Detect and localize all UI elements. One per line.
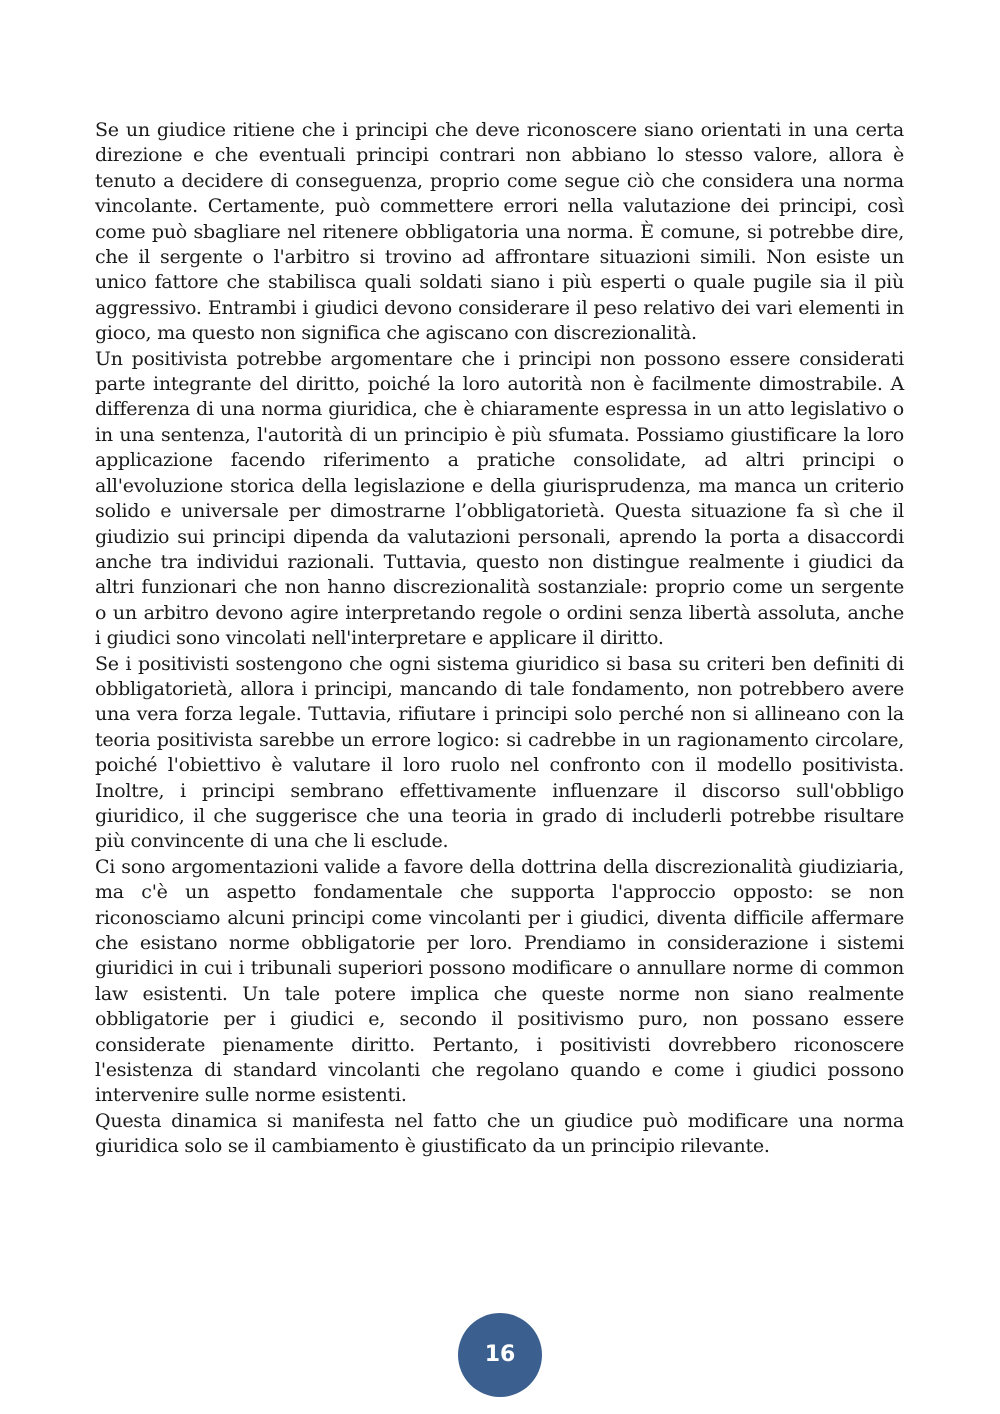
paragraph: Se i positivisti sostengono che ogni sistema giuridico si basa su criteri ben definiti di obbligatorietà, allora i principi, mancando di tale fondamento, non potrebbero avere una vera forza legale. Tuttavia, rifiutare i principi solo perché non si allineano con la teoria positivista sarebbe un errore logico: si cadrebbe in un ragionamento circolare, poiché l'obiettivo è valutare il loro ruolo nel confronto con il modello positivista. Inoltre, i principi sembrano effettivamente influenzare il discorso sull'obbligo giuridico, il che suggerisce che una teoria in grado di includerli potrebbe risultare più convincente di una che li esclude.: [95, 652, 904, 853]
paragraph: Se un giudice ritiene che i principi che deve riconoscere siano orientati in una certa direzione e che eventuali principi contrari non abbiano lo stesso valore, allora è tenuto a decidere di conseguenza, proprio come segue ciò che considera una norma vincolante. Certamente, può commettere errori nella valutazione dei principi, così come può sbagliare nel ritenere obbligatoria una norma. È comune, si potrebbe dire, che il sergente o l'arbitro si trovino ad affrontare situazioni simili. Non esiste un unico fattore che stabilisca quali soldati siano i più esperti o quale pugile sia il più aggressivo. Entrambi i giudici devono considerare il peso relativo dei vari elementi in gioco, ma questo non significa che agiscano con discrezionalità.: [95, 119, 904, 345]
paragraph: Questa dinamica si manifesta nel fatto che un giudice può modificare una norma giuridica solo se il cambiamento è giustificato da un principio rilevante.: [95, 1109, 904, 1158]
paragraph: Un positivista potrebbe argomentare che i principi non possono essere considerati parte integrante del diritto, poiché la loro autorità non è facilmente dimostrabile. A differenza di una norma giuridica, che è chiaramente espressa in un atto legislativo o in una sentenza, l'autorità di un principio è più sfumata. Possiamo giustificare la loro applicazione facendo riferimento a pratiche consolidate, ad altri principi o all'evoluzione storica della legislazione e della giurisprudenza, ma manca un criterio solido e universale per dimostrarne l’obbligatorietà. Questa situazione fa sì che il giudizio sui principi dipenda da valutazioni personali, aprendo la porta a disaccordi anche tra individui razionali. Tuttavia, questo non distingue realmente i giudici da altri funzionari che non hanno discrezionalità sostanziale: proprio come un sergente o un arbitro devono agire interpretando regole o ordini senza libertà assoluta, anche i giudici sono vincolati nell'interpretare e applicare il diritto.: [95, 347, 904, 650]
page-number-badge: 16: [458, 1313, 542, 1397]
body-text: [95, 118, 904, 1160]
paragraph: Ci sono argomentazioni valide a favore della dottrina della discrezionalità giudiziaria, ma c'è un aspetto fondamentale che supporta l'approccio opposto: se non riconosciamo alcuni principi come vincolanti per i giudici, diventa difficile affermare che esistano norme obbligatorie per loro. Prendiamo in considerazione i sistemi giuridici in cui i tribunali superiori possono modificare o annullare norme di common law esistenti. Un tale potere implica che queste norme non siano realmente obbligatorie per i giudici e, secondo il positivismo puro, non possano essere considerate pienamente diritto. Pertanto, i positivisti dovrebbero riconoscere l'esistenza di standard vincolanti che regolano quando e come i giudici possono intervenire sulle norme esistenti.: [95, 855, 904, 1107]
